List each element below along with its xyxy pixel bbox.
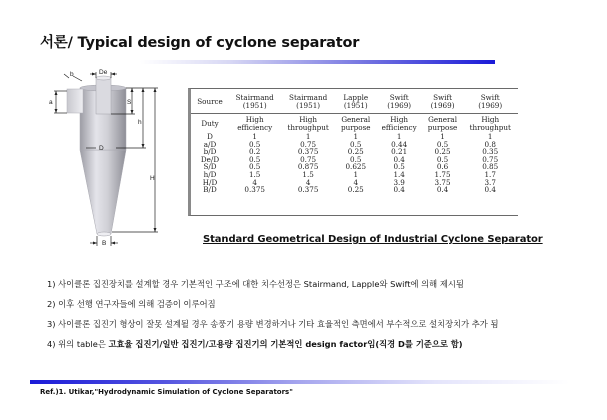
- table-row: H/D 4 4 4 3.9 3.75 3.7: [202, 177, 496, 187]
- slide-title: 서론/ Typical design of cyclone separator: [40, 35, 360, 51]
- footer-bar: [30, 380, 570, 384]
- reference-text: Ref.)1. Utikar,"Hydrodynamic Simulation of Cyclone Separators": [40, 388, 293, 396]
- label-h: h: [138, 119, 142, 126]
- header-col-5: Swift (1969): [423, 89, 463, 114]
- label-S: S: [127, 99, 132, 106]
- notes-list: [47, 278, 567, 358]
- table-row: D 1 1 1 1 1 1: [207, 132, 493, 141]
- note-2: 2) 이후 선행 연구자들에 의해 검증이 이루어짐: [47, 299, 216, 309]
- header-col-6: Swift (1969): [462, 89, 518, 114]
- note-1: 1) 사이클론 집진장치를 설계할 경우 기본적인 구조에 대한 치수선정은 Stairmand, Lapple와 Swift에 의해 제시됨: [47, 279, 464, 289]
- note-4: 4) 위의 table은 고효율 집진기/일반 집진기/고용량 집진기의 기본적인 design factor임(직경 D를 기준으로 함): [47, 339, 463, 349]
- table-caption: Standard Geometrical Design of Industrial Cyclone Separator: [203, 234, 543, 245]
- note-3: 3) 사이클론 집진기 형상이 잘못 설계될 경우 송풍기 용량 변경하거나 기타 효율적인 측면에서 부수적으로 설치장치가 추가 됨: [47, 319, 499, 329]
- table-row: a/D 0.5 0.75 0.5 0.44 0.5 0.8: [203, 139, 496, 149]
- label-D: D: [99, 145, 104, 152]
- table-row: h/D 1.5 1.5 1 1.4 1.75 1.7: [203, 169, 496, 179]
- header-col-1: Stairmand (1951): [229, 89, 280, 114]
- title-underline-bar: [140, 60, 495, 64]
- header-source: Source: [191, 89, 229, 114]
- table-row-duty: Duty High efficiency High throughput General purpose High efficiency General purpose High throughput: [201, 115, 511, 132]
- table-row: B/D 0.375 0.375 0.25 0.4 0.4 0.4: [203, 185, 496, 195]
- header-col-2: Stairmand (1951): [280, 89, 336, 114]
- label-b: b: [70, 71, 74, 78]
- label-B: B: [102, 240, 107, 247]
- table-row: De/D 0.5 0.75 0.5 0.4 0.5 0.75: [200, 154, 499, 164]
- header-col-3: Lapple (1951): [336, 89, 376, 114]
- table-row: b/D 0.2 0.375 0.25 0.21 0.25 0.35: [203, 147, 499, 157]
- cyclone-diagram: [40, 66, 180, 250]
- table-header-row: [191, 89, 518, 114]
- header-col-4: Swift (1969): [376, 89, 423, 114]
- label-De: De: [99, 69, 108, 76]
- label-a: a: [49, 99, 53, 106]
- label-H: H: [150, 175, 155, 182]
- design-table: [188, 88, 518, 216]
- table-row: S/D 0.5 0.875 0.625 0.5 0.6 0.85: [203, 162, 499, 172]
